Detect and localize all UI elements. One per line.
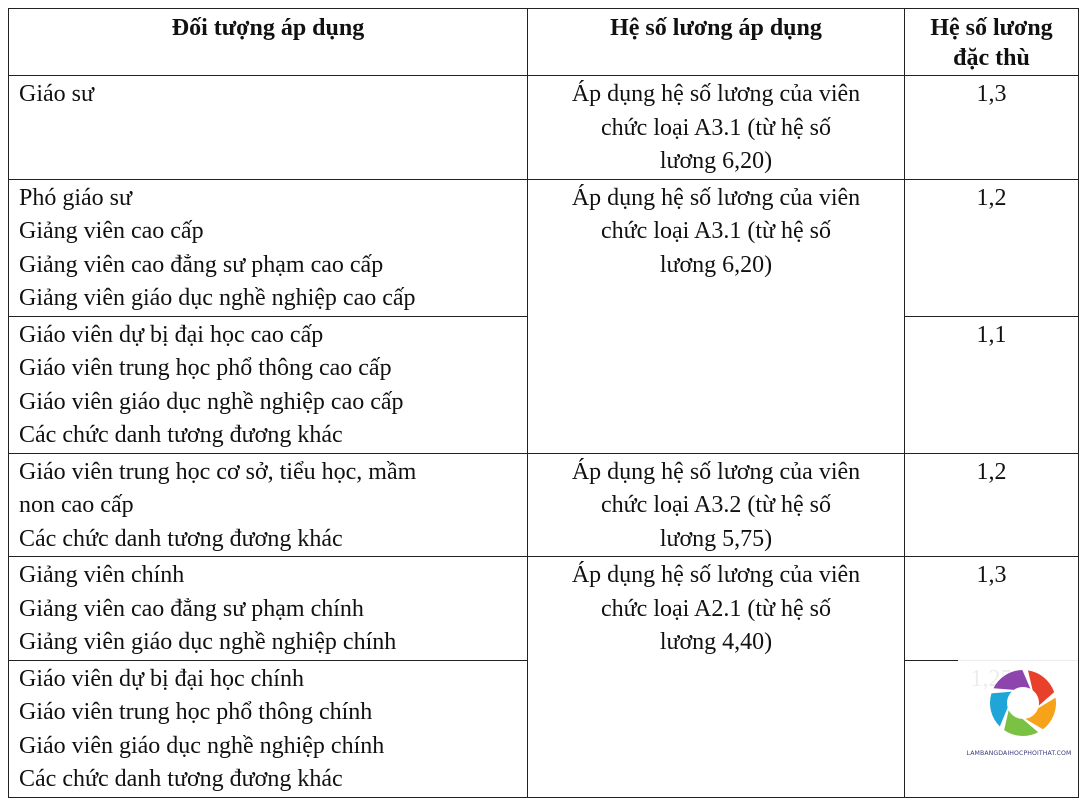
object-cell: [9, 453, 528, 557]
special-coefficient-cell: [905, 453, 1079, 557]
object-line: Giáo viên trung học phổ thông cao cấp: [19, 355, 392, 381]
header-special-line2: đặc thù: [953, 45, 1030, 71]
coefficient-line: chức loại A3.1 (từ hệ số: [601, 218, 831, 244]
table-row: [9, 453, 1079, 557]
coefficient-line: chức loại A2.1 (từ hệ số: [601, 595, 831, 622]
special-coefficient-value: 1,3: [976, 81, 1007, 107]
salary-coefficient-table: [8, 8, 1079, 798]
special-coefficient-cell: [905, 316, 1079, 453]
header-object: Đối tượng áp dụng: [9, 9, 528, 76]
object-line: Các chức danh tương đương khác: [19, 766, 343, 792]
coefficient-line: Áp dụng hệ số lương của viên: [571, 81, 861, 107]
object-line: non cao cấp: [19, 492, 134, 518]
object-line: Giáo viên giáo dục nghề nghiệp chính: [19, 732, 385, 759]
coefficient-cell: [528, 76, 905, 180]
object-cell: [9, 660, 528, 797]
logo-segment: [993, 670, 1030, 690]
header-special: [905, 9, 1079, 76]
object-line: Các chức danh tương đương khác: [19, 422, 343, 448]
object-line: Giáo viên trung học cơ sở, tiểu học, mầm: [19, 458, 417, 485]
watermark-text: LAMBANGDAIHOCPHOITHAT.COM: [966, 750, 1072, 757]
object-line: Giảng viên cao đẳng sư phạm chính: [19, 595, 364, 622]
coefficient-cell: [528, 179, 905, 453]
logo-segment: [1028, 670, 1054, 705]
coefficient-cell: [528, 453, 905, 557]
object-line: Phó giáo sư: [19, 184, 133, 211]
table-header-row: [9, 9, 1079, 76]
special-coefficient-cell: [905, 557, 1079, 661]
object-cell: [9, 557, 528, 661]
object-line: Giảng viên giáo dục nghề nghiệp cao cấp: [19, 285, 416, 311]
object-line: Giáo viên dự bị đại học cao cấp: [19, 321, 324, 348]
special-coefficient-cell: [905, 179, 1079, 316]
object-line: Các chức danh tương đương khác: [19, 525, 343, 552]
colorful-ring-logo-icon: [988, 668, 1058, 738]
object-line: Giáo viên giáo dục nghề nghiệp cao cấp: [19, 388, 404, 415]
special-coefficient-value: 1,1: [976, 321, 1007, 348]
object-line: Giảng viên giáo dục nghề nghiệp chính: [19, 629, 397, 655]
coefficient-line: Áp dụng hệ số lương của viên: [571, 458, 861, 485]
special-coefficient-value: 1,3: [976, 562, 1007, 588]
coefficient-line: lương 6,20): [659, 251, 773, 278]
object-cell: [9, 76, 528, 180]
special-coefficient-cell: [905, 76, 1079, 180]
coefficient-cell: [528, 557, 905, 798]
header-special-line1: Hệ số lương: [930, 15, 1053, 41]
table-row: [9, 76, 1079, 180]
coefficient-line: lương 5,75): [659, 525, 773, 552]
coefficient-line: Áp dụng hệ số lương của viên: [571, 184, 861, 211]
object-cell: [9, 316, 528, 453]
coefficient-line: Áp dụng hệ số lương của viên: [571, 562, 861, 588]
object-line: Giảng viên chính: [19, 562, 185, 588]
object-line: Giáo sư: [19, 81, 94, 107]
special-coefficient-value: 1,2: [976, 458, 1007, 485]
coefficient-line: chức loại A3.2 (từ hệ số: [601, 492, 831, 518]
object-line: Giảng viên cao đẳng sư phạm cao cấp: [19, 251, 384, 278]
coefficient-line: lương 4,40): [659, 629, 773, 655]
object-line: Giáo viên trung học phổ thông chính: [19, 699, 373, 725]
watermark: [958, 660, 1078, 778]
table-row: [9, 179, 1079, 316]
coefficient-line: chức loại A3.1 (từ hệ số: [601, 114, 831, 141]
header-coefficient: Hệ số lương áp dụng: [528, 9, 905, 76]
special-coefficient-value: 1,2: [976, 184, 1007, 211]
coefficient-line: lương 6,20): [659, 148, 773, 174]
object-cell: [9, 179, 528, 316]
object-line: Giáo viên dự bị đại học chính: [19, 665, 304, 692]
object-line: Giảng viên cao cấp: [19, 218, 204, 244]
table-row: [9, 557, 1079, 661]
